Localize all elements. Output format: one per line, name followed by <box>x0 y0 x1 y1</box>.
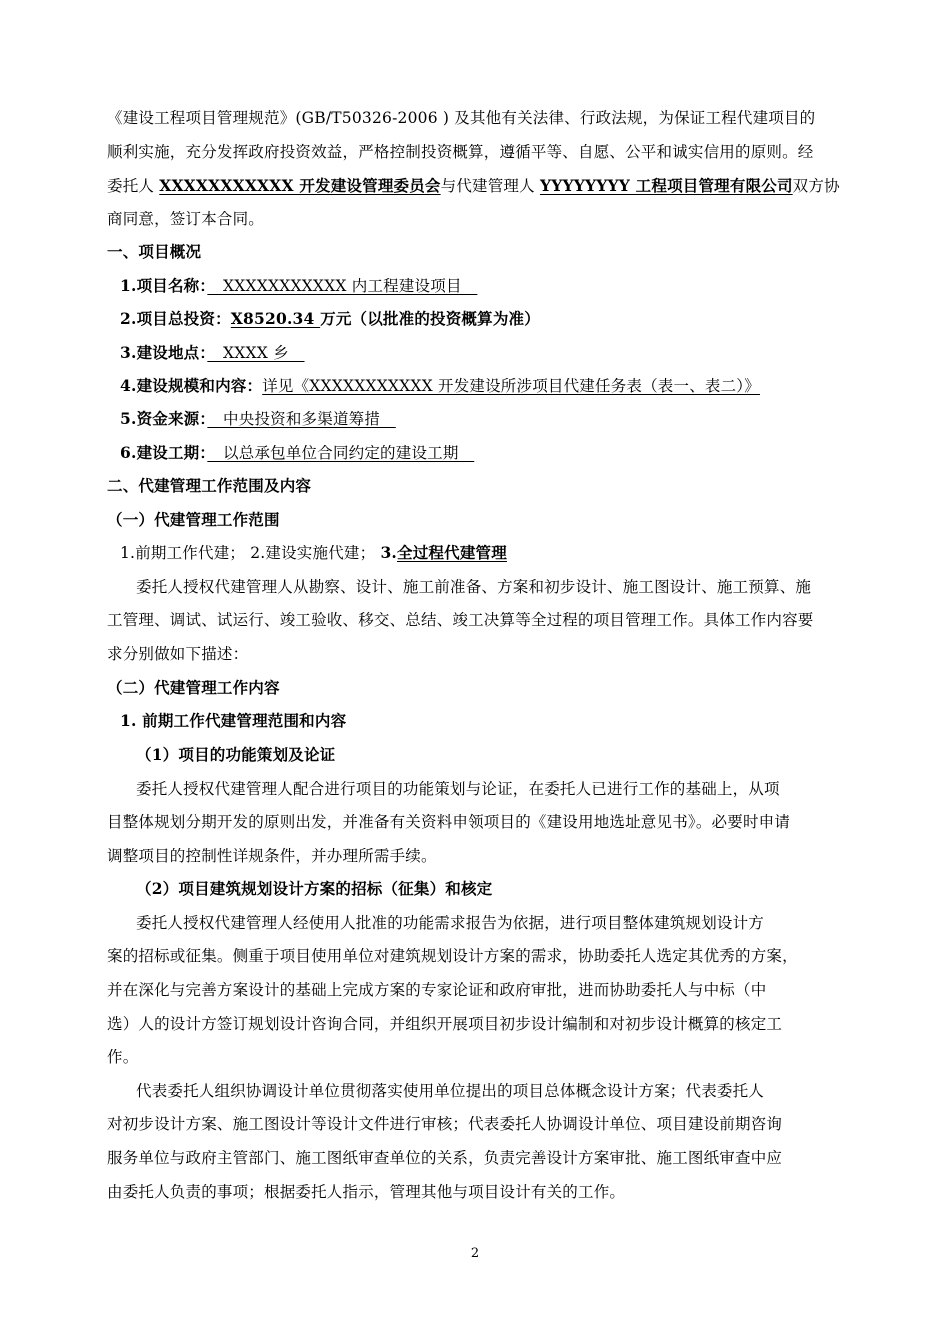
scope-paragraph-line-3: 求分别做如下描述： <box>107 645 249 663</box>
section-1-title: 一、项目概况 <box>107 242 202 261</box>
project-name-value: XXXXXXXXXXX 内工程建设项目 <box>207 277 478 295</box>
design-paragraph-line-1: 委托人授权代建管理人经使用人批准的功能需求报告为依据，进行项目整体建筑规划设计方 <box>136 914 765 932</box>
coordination-paragraph-line-4: 由委托人负责的事项；根据委托人指示，管理其他与项目设计有关的工作。 <box>107 1183 626 1201</box>
funding-item <box>120 407 396 431</box>
total-investment-item <box>120 307 540 331</box>
intro-principal-label: 委托人 <box>107 177 160 195</box>
funding-label: 5.资金来源： <box>120 409 208 428</box>
scope-paragraph-line-2: 工管理、调试、试运行、竣工验收、移交、总结、竣工决算等全过程的项目管理工作。具体工作内容要 <box>107 611 814 629</box>
principal-name: XXXXXXXXXXX 开发建设管理委员会 <box>159 176 441 195</box>
page-number: 2 <box>470 1246 480 1261</box>
scope-option-3-number: 3. <box>380 543 398 562</box>
heading-design-bidding: （2）项目建筑规划设计方案的招标（征集）和核定 <box>136 879 493 898</box>
heading-function-planning: （1）项目的功能策划及论证 <box>136 745 336 764</box>
intro-line-2: 顺利实施，充分发挥政府投资效益，严格控制投资概算，遵循平等、自愿、公平和诚实信用的原则。经 <box>107 143 814 161</box>
design-paragraph-line-4: 选）人的设计方签订规划设计咨询合同，并组织开展项目初步设计编制和对初步设计概算的核定工 <box>107 1015 783 1033</box>
funding-value: 中央投资和多渠道筹措 <box>207 410 396 428</box>
function-paragraph-line-3: 调整项目的控制性详规条件，并办理所需手续。 <box>107 847 437 865</box>
total-investment-unit: 万元（以批准的投资概算为准） <box>320 309 540 328</box>
subsection-content-title: （二）代建管理工作内容 <box>107 678 280 697</box>
coordination-paragraph-line-1: 代表委托人组织协调设计单位贯彻落实使用单位提出的项目总体概念设计方案；代表委托人 <box>136 1082 765 1100</box>
scale-item <box>120 374 760 398</box>
function-paragraph-line-1: 委托人授权代建管理人配合进行项目的功能策划与论证，在委托人已进行工作的基础上，从项 <box>136 780 780 798</box>
coordination-paragraph-line-2: 对初步设计方案、施工图设计等设计文件进行审核；代表委托人协调设计单位、项目建设前期咨询 <box>107 1115 783 1133</box>
location-label: 3.建设地点： <box>120 343 208 362</box>
scope-options <box>120 541 507 565</box>
project-name-item <box>120 274 477 298</box>
intro-line-3 <box>107 174 840 198</box>
design-paragraph-line-5: 作。 <box>107 1048 139 1066</box>
intro-line-1: 《建设工程项目管理规范》(GB/T50326-2006 ) 及其他有关法律、行政法规，为保证工程代建项目的 <box>107 109 816 127</box>
intro-line-3-tail: 双方协 <box>792 177 840 195</box>
design-paragraph-line-3: 并在深化与完善方案设计的基础上完成方案的专家论证和政府审批，进而协助委托人与中标（中 <box>107 981 767 999</box>
section-2-title: 二、代建管理工作范围及内容 <box>107 476 312 495</box>
project-name-label: 1.项目名称： <box>120 276 208 295</box>
scale-value: 详见《XXXXXXXXXXX 开发建设所涉项目代建任务表（表一、表二）》 <box>262 377 760 395</box>
coordination-paragraph-line-3: 服务单位与政府主管部门、施工图纸审查单位的关系，负责完善设计方案审批、施工图纸审查中应 <box>107 1149 783 1167</box>
scope-options-text: 1.前期工作代建； 2.建设实施代建； <box>120 544 381 562</box>
agent-name: YYYYYYYY 工程项目管理有限公司 <box>539 176 793 195</box>
intro-agent-label: 与代建管理人 <box>440 177 540 195</box>
design-paragraph-line-2: 案的招标或征集。侧重于项目使用单位对建筑规划设计方案的需求，协助委托人选定其优秀的方案， <box>107 947 798 965</box>
total-investment-label: 2.项目总投资： <box>120 309 231 328</box>
heading-preliminary-work: 1. 前期工作代建管理范围和内容 <box>120 711 347 730</box>
subsection-scope-title: （一）代建管理工作范围 <box>107 510 280 529</box>
location-item <box>120 341 305 365</box>
scope-paragraph-line-1: 委托人授权代建管理人从勘察、设计、施工前准备、方案和初步设计、施工图设计、施工预算、施 <box>136 578 812 596</box>
scope-option-3-selected: 全过程代建管理 <box>397 543 507 562</box>
total-investment-value: X8520.34 <box>230 309 321 328</box>
period-label: 6.建设工期： <box>120 443 208 462</box>
period-item <box>120 441 474 465</box>
intro-line-4: 商同意，签订本合同。 <box>107 210 265 228</box>
location-value: XXXX 乡 <box>207 344 305 362</box>
scale-label: 4.建设规模和内容： <box>120 376 263 395</box>
period-value: 以总承包单位合同约定的建设工期 <box>207 444 475 462</box>
function-paragraph-line-2: 目整体规划分期开发的原则出发，并准备有关资料申领项目的《建设用地选址意见书》。必要时申请 <box>107 813 791 831</box>
